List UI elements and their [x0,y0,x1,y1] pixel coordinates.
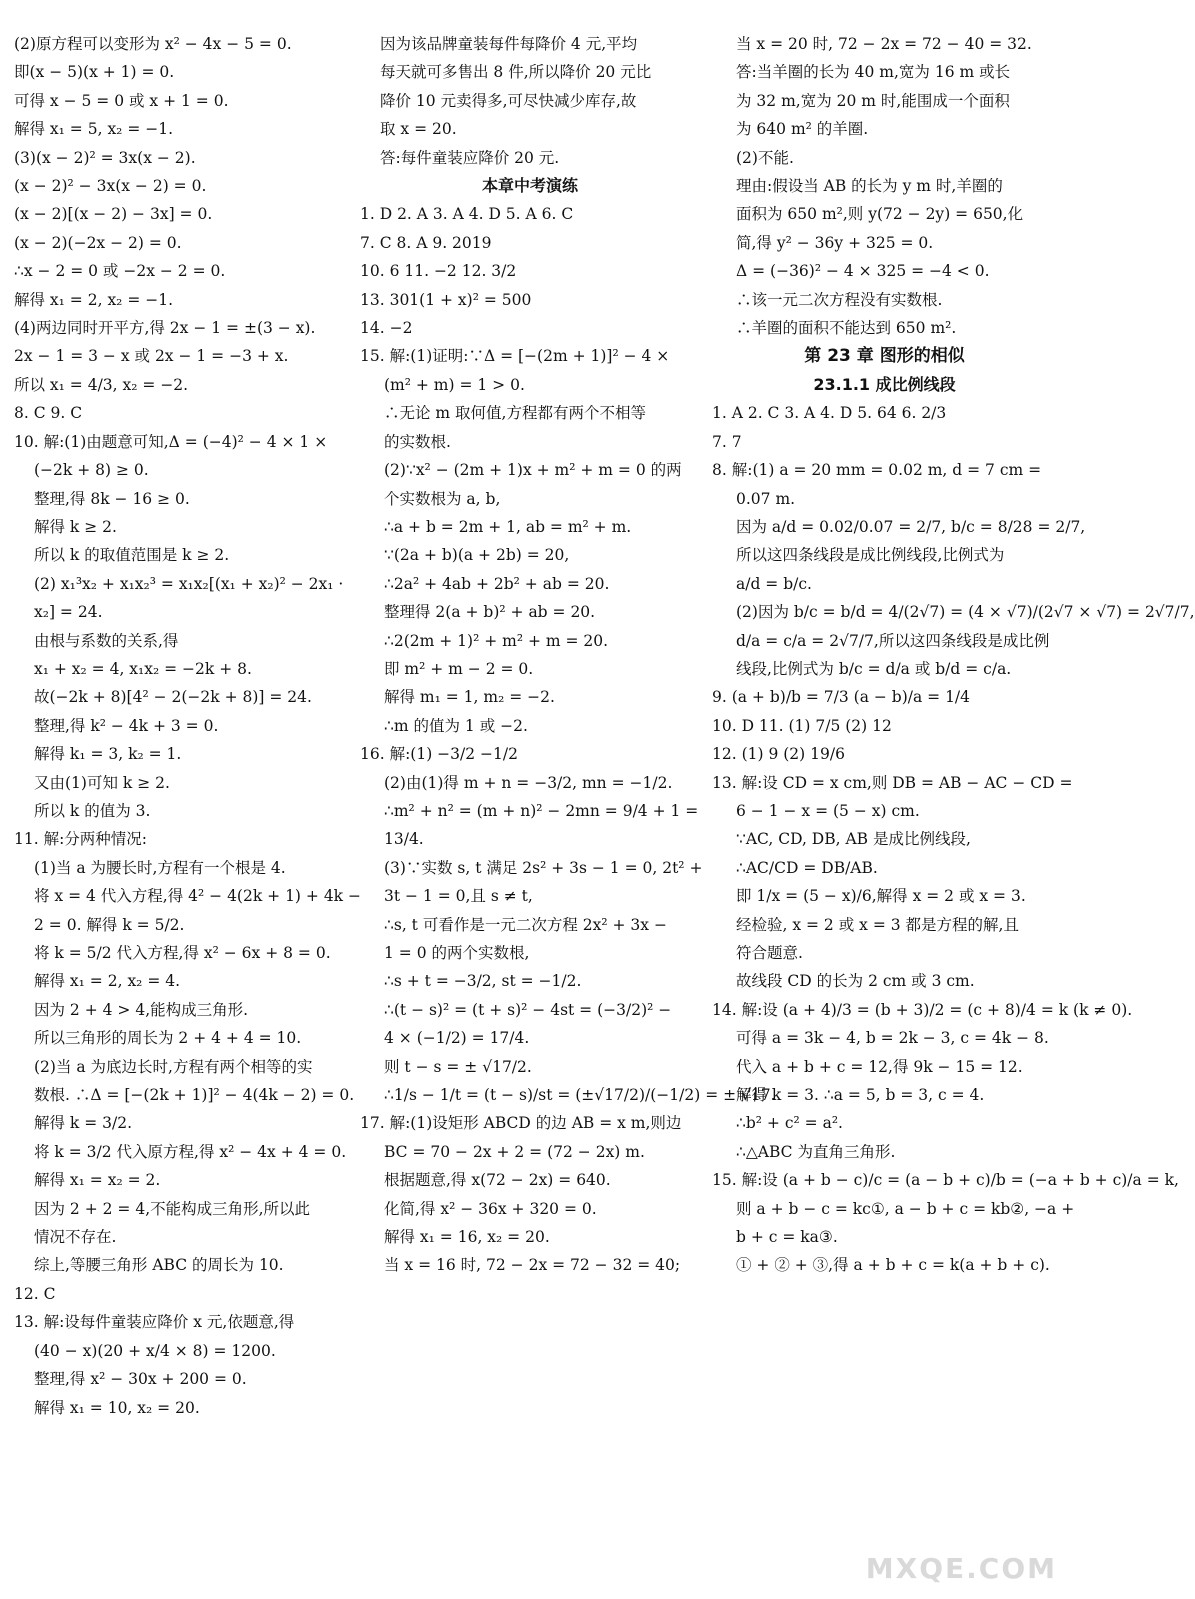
text-line: 解得 k₁ = 3, k₂ = 1. [34,745,182,764]
text-line: 13/4. [384,830,424,849]
text-line: 因为 2 + 2 = 4,不能构成三角形,所以此 [34,1199,311,1218]
text-line: ∴b² + c² = a². [736,1114,843,1133]
text-line: 整理,得 k² − 4k + 3 = 0. [34,716,219,735]
answer-item: 12. C [14,1284,56,1303]
answer-item: 15. 解:设 (a + b − c)/c = (a − b + c)/b = (−a + b + c)/a = k, [712,1171,1179,1190]
text-line: 降价 10 元卖得多,可尽快减少库存,故 [380,91,637,110]
text-line: (2)原方程可以变形为 x² − 4x − 5 = 0. [14,35,292,53]
text-line: b + c = ka③. [736,1228,838,1247]
text-line: 解得 k = 3/2. [34,1114,133,1133]
text-line: ∴a + b = 2m + 1, ab = m² + m. [384,517,632,536]
text-line: 2x − 1 = 3 − x 或 2x − 1 = −3 + x. [14,347,289,366]
text-line: 代入 a + b + c = 12,得 9k − 15 = 12. [736,1057,1023,1076]
text-line: 为 32 m,宽为 20 m 时,能围成一个面积 [736,91,1010,110]
text-line: (2)因为 b/c = b/d = 4/(2√7) = (4 × √7)/(2√7 × √7) = 2√7/7, [736,603,1195,622]
text-line: x₁ + x₂ = 4, x₁x₂ = −2k + 8. [34,659,252,678]
text-line: 则 t − s = ± √17/2. [384,1057,532,1076]
text-line: 理由:假设当 AB 的长为 y m 时,羊圈的 [736,177,1003,196]
text-line: Δ = (−36)² − 4 × 325 = −4 < 0. [736,262,990,281]
text-line: 取 x = 20. [380,120,457,139]
text-line: (m² + m) = 1 > 0. [384,375,525,394]
answer-item: 13. 301(1 + x)² = 500 [360,290,532,309]
watermark: MXQE.COM [865,1552,1057,1585]
text-line: 答:当羊圈的长为 40 m,宽为 16 m 或长 [736,63,1011,82]
text-line: (1)当 a 为腰长时,方程有一个根是 4. [34,858,286,877]
text-line: 所以 x₁ = 4/3, x₂ = −2. [14,375,189,394]
text-line: (2) x₁³x₂ + x₁x₂³ = x₁x₂[(x₁ + x₂)² − 2x₁ · [34,574,344,593]
text-line: ∴羊圈的面积不能达到 650 m². [736,319,957,338]
answer-item: 9. (a + b)/b = 7/3 (a − b)/a = 1/4 [712,688,971,707]
text-line: 答:每件童装应降价 20 元. [380,148,560,167]
answer-item: 1. A 2. C 3. A 4. D 5. 64 6. 2/3 [712,404,947,423]
text-line: 个实数根为 a, b, [384,489,501,508]
text-line: 6 − 1 − x = (5 − x) cm. [736,801,920,820]
text-line: a/d = b/c. [736,574,812,593]
text-line: 解得 x₁ = 10, x₂ = 20. [34,1398,200,1417]
text-line: 每天就可多售出 8 件,所以降价 20 元比 [380,63,652,82]
text-line: 因为该品牌童装每件每降价 4 元,平均 [380,35,638,53]
text-line: (3)(x − 2)² = 3x(x − 2). [14,148,196,167]
text-line: 解得 x₁ = 2, x₂ = −1. [14,290,174,309]
answer-item: 14. 解:设 (a + 4)/3 = (b + 3)/2 = (c + 8)/4 = k (k ≠ 0). [712,1000,1133,1019]
text-line: ∴AC/CD = DB/AB. [736,858,878,877]
text-line: 所以 k 的值为 3. [34,801,151,820]
text-line: 根据题意,得 x(72 − 2x) = 640. [384,1171,611,1190]
text-line: 因为 a/d = 0.02/0.07 = 2/7, b/c = 8/28 = 2/7, [736,517,1086,536]
text-line: 整理得 2(a + b)² + ab = 20. [384,603,596,622]
text-line: 的实数根. [384,432,451,451]
text-line: (x − 2)(−2x − 2) = 0. [14,233,182,252]
text-line: 0.07 m. [736,489,796,508]
text-line: ∴无论 m 取何值,方程都有两个不相等 [384,404,646,423]
text-line: 所以三角形的周长为 2 + 4 + 4 = 10. [34,1029,302,1048]
text-line: 解得 x₁ = x₂ = 2. [34,1171,161,1190]
text-line: ∴s, t 可看作是一元二次方程 2x² + 3x − [384,915,667,934]
section-heading: 本章中考演练 [481,176,578,196]
text-line: 1 = 0 的两个实数根, [384,944,530,962]
text-line: ∴2(2m + 1)² + m² + m = 20. [384,631,609,650]
answer-item: 10. D 11. (1) 7/5 (2) 12 [712,716,892,735]
text-line: 将 k = 3/2 代入原方程,得 x² − 4x + 4 = 0. [34,1142,347,1161]
text-line: ∴m 的值为 1 或 −2. [384,716,528,735]
text-line: 情况不存在. [34,1228,117,1247]
answer-item: 7. 7 [712,432,742,451]
text-line: (x − 2)² − 3x(x − 2) = 0. [14,177,207,196]
answer-item: 16. 解:(1) −3/2 −1/2 [360,745,518,764]
text-line: 故线段 CD 的长为 2 cm 或 3 cm. [736,972,975,991]
text-line: 解得 m₁ = 1, m₂ = −2. [384,688,555,707]
text-line: 线段,比例式为 b/c = d/a 或 b/d = c/a. [736,659,1012,678]
text-line: 因为 2 + 4 > 4,能构成三角形. [34,1000,249,1019]
text-line: 为 640 m² 的羊圈. [736,120,869,139]
text-line: 面积为 650 m²,则 y(72 − 2y) = 650,化 [736,205,1024,224]
text-line: BC = 70 − 2x + 2 = (72 − 2x) m. [384,1142,645,1161]
text-line: ∴1/s − 1/t = (t − s)/st = (±√17/2)/(−1/2) = ± √17. [384,1086,776,1105]
text-line: (x − 2)[(x − 2) − 3x] = 0. [14,205,213,224]
text-line: 又由(1)可知 k ≥ 2. [34,773,170,792]
answer-item: 14. −2 [360,319,413,338]
text-line: 综上,等腰三角形 ABC 的周长为 10. [34,1256,284,1275]
column-left [14,30,361,1422]
text-line: (3)∵实数 s, t 满足 2s² + 3s − 1 = 0, 2t² + [384,858,703,877]
answer-item: 1. D 2. A 3. A 4. D 5. A 6. C [360,205,574,224]
text-line: ∵(2a + b)(a + 2b) = 20, [384,546,570,565]
text-line: ∵AC, CD, DB, AB 是成比例线段, [736,830,971,849]
text-line: 解得 x₁ = 2, x₂ = 4. [34,972,181,991]
text-line: 4 × (−1/2) = 17/4. [384,1029,530,1048]
text-line: 简,得 y² − 36y + 325 = 0. [736,233,934,252]
chapter-heading: 第 23 章 图形的相似 [804,346,965,367]
text-line: 经检验, x = 2 或 x = 3 都是方程的解,且 [736,915,1019,934]
column-right [712,30,1195,1280]
text-line: 可得 a = 3k − 4, b = 2k − 3, c = 4k − 8. [736,1029,1049,1048]
text-line: (4)两边同时开平方,得 2x − 1 = ±(3 − x). [14,319,316,338]
text-line: ∴△ABC 为直角三角形. [736,1142,896,1161]
text-line: (40 − x)(20 + x/4 × 8) = 1200. [34,1341,276,1360]
text-line: 将 k = 5/2 代入方程,得 x² − 6x + 8 = 0. [34,944,331,962]
text-line: 解得 x₁ = 16, x₂ = 20. [384,1228,550,1247]
text-line: 将 x = 4 代入方程,得 4² − 4(2k + 1) + 4k − [34,887,361,906]
text-line: 整理,得 x² − 30x + 200 = 0. [34,1370,247,1389]
text-line: 当 x = 16 时, 72 − 2x = 72 − 32 = 40; [384,1256,681,1275]
text-line: 可得 x − 5 = 0 或 x + 1 = 0. [14,91,229,110]
section-heading: 23.1.1 成比例线段 [813,374,956,394]
text-line: 整理,得 8k − 16 ≥ 0. [34,489,190,508]
text-line: ∴x − 2 = 0 或 −2x − 2 = 0. [14,262,226,281]
text-line: 3t − 1 = 0,且 s ≠ t, [384,887,533,906]
text-line: (−2k + 8) ≥ 0. [34,461,149,480]
text-line: 当 x = 20 时, 72 − 2x = 72 − 40 = 32. [736,35,1032,53]
answer-item: 12. (1) 9 (2) 19/6 [712,745,845,764]
answer-item: 15. 解:(1)证明:∵Δ = [−(2m + 1)]² − 4 × [360,347,670,366]
text-line: 解得 k = 3. ∴a = 5, b = 3, c = 4. [736,1086,985,1105]
answer-item: 11. 解:分两种情况: [14,830,148,849]
text-line: 即 m² + m − 2 = 0. [384,659,534,678]
text-line: 2 = 0. 解得 k = 5/2. [34,915,185,934]
text-line: 所以这四条线段是成比例线段,比例式为 [736,546,1005,565]
text-line: 由根与系数的关系,得 [34,631,179,650]
text-line: ∴(t − s)² = (t + s)² − 4st = (−3/2)² − [384,1000,672,1019]
text-line: ∴s + t = −3/2, st = −1/2. [384,972,582,991]
answer-item: 13. 解:设每件童装应降价 x 元,依题意,得 [14,1313,295,1332]
text-line: ∴m² + n² = (m + n)² − 2mn = 9/4 + 1 = [384,801,699,820]
text-line: x₂] = 24. [34,603,103,622]
text-line: (2)由(1)得 m + n = −3/2, mn = −1/2. [384,773,673,792]
answer-item: 10. 6 11. −2 12. 3/2 [360,262,517,281]
answer-item: 13. 解:设 CD = x cm,则 DB = AB − AC − CD = [712,773,1073,792]
text-line: ∴2a² + 4ab + 2b² + ab = 20. [384,574,610,593]
text-line: (2)当 a 为底边长时,方程有两个相等的实 [34,1057,313,1076]
text-line: d/a = c/a = 2√7/7,所以这四条线段是成比例 [736,631,1050,650]
answer-item: 17. 解:(1)设矩形 ABCD 的边 AB = x m,则边 [360,1114,682,1133]
text-line: 所以 k 的取值范围是 k ≥ 2. [34,546,230,565]
text-line: 符合题意. [736,944,803,962]
answer-item: 7. C 8. A 9. 2019 [360,233,492,252]
text-line: 解得 x₁ = 5, x₂ = −1. [14,120,174,139]
text-line: 即(x − 5)(x + 1) = 0. [14,63,175,82]
text-line: (2)不能. [736,148,794,167]
answer-item: 8. 解:(1) a = 20 mm = 0.02 m, d = 7 cm = [712,461,1042,480]
text-line: 故(−2k + 8)[4² − 2(−2k + 8)] = 24. [34,688,312,707]
answer-item: 10. 解:(1)由题意可知,Δ = (−4)² − 4 × 1 × [14,432,328,451]
text-line: 即 1/x = (5 − x)/6,解得 x = 2 或 x = 3. [736,887,1026,906]
text-line: (2)∵x² − (2m + 1)x + m² + m = 0 的两 [384,461,682,480]
text-line: 数根. ∴Δ = [−(2k + 1)]² − 4(4k − 2) = 0. [34,1086,355,1105]
text-line: 化简,得 x² − 36x + 320 = 0. [384,1199,597,1218]
text-line: 解得 k ≥ 2. [34,517,117,536]
answer-item: 8. C 9. C [14,404,83,423]
text-line: ① + ② + ③,得 a + b + c = k(a + b + c). [736,1256,1050,1275]
text-line: ∴该一元二次方程没有实数根. [736,290,943,309]
text-line: 则 a + b − c = kc①, a − b + c = kb②, −a + [736,1199,1075,1218]
